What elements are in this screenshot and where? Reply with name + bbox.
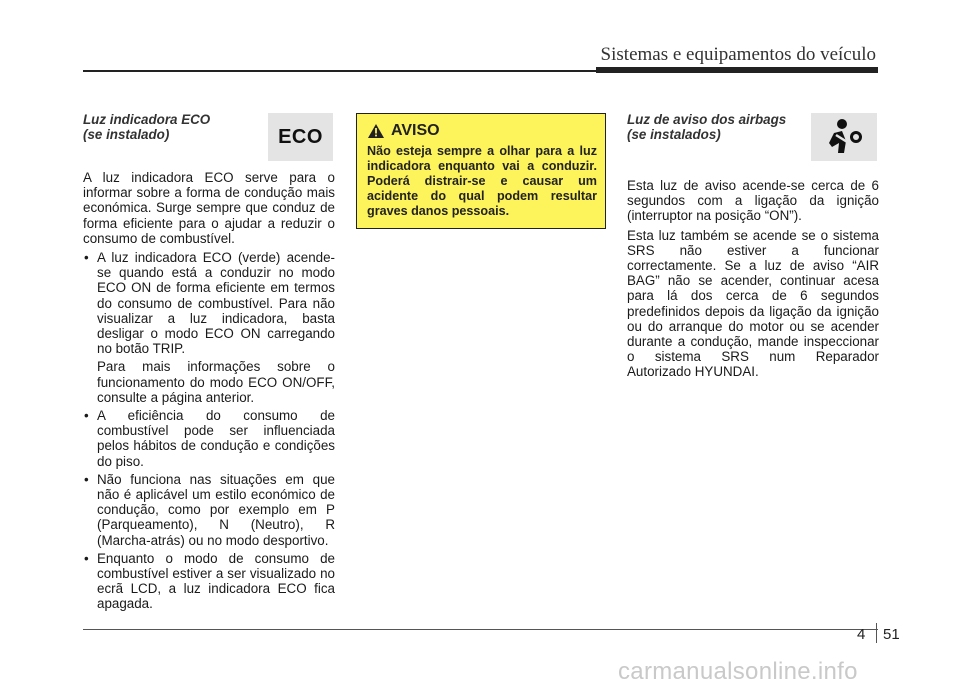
bullet-icon: • (84, 250, 89, 266)
eco-section (83, 112, 335, 615)
warning-title: AVISO (391, 122, 440, 139)
warning-triangle-icon (367, 123, 385, 139)
chapter-number: 4 (857, 626, 866, 643)
list-item: • A eficiência do consumo de combustível pode ser influenciada pelos hábitos de condução e condições do piso. (84, 408, 335, 469)
footer-page-separator (876, 623, 877, 643)
eco-indicator-badge (268, 113, 333, 161)
eco-badge-label: ECO (278, 125, 323, 148)
header-divider (83, 70, 603, 72)
eco-intro-paragraph: A luz indicadora ECO serve para o informar sobre a forma de condução mais económica. Surge sempre que conduz de forma eficiente para o ajudar a reduzir o consumo de combustível. (83, 170, 335, 246)
warning-box (356, 113, 606, 229)
eco-section-heading: Luz indicadora ECO (se instalado) (83, 112, 211, 142)
airbag-indicator-badge (811, 113, 877, 161)
airbag-passenger-icon (822, 117, 866, 157)
eco-sub-paragraph: Para mais informações sobre o funcionamento do modo ECO ON/OFF, consulte a página anterior. (97, 359, 335, 405)
watermark: carmanualsonline.info (618, 658, 858, 685)
list-item: • Não funciona nas situações em que não é aplicável um estilo económico de condução, como por exemplo em P (Parqueamento), N (Neutro), R (Marcha-atrás) ou no modo desportivo. (84, 471, 335, 548)
bullet-icon: • (84, 408, 89, 424)
page-header-title: Sistemas e equipamentos do veículo (600, 44, 876, 65)
airbag-paragraph-2: Esta luz também se acende se o sistema SRS não estiver a funcionar correctamente. Se a luz de aviso “AIR BAG” não se acender, continuar acesa para lá dos cerca de 6 segundos predefinidos depois da ligação da ignição ou do arranque do motor ou se acender durante a condução, mande inspeccionar o sistema SRS num Reparador Autorizado HYUNDAI. (627, 227, 879, 380)
list-item: • A luz indicadora ECO (verde) acende-se quando está a conduzir no modo ECO ON de forma eficiente em termos do consumo de combustível. Para não visualizar a luz indicadora, basta desligar o modo ECO ON carregando no botão TRIP. (84, 250, 335, 357)
list-item: • Enquanto o modo de consumo de combustível estiver a ser visualizado no ecrã LCD, a luz indicadora ECO fica apagada. (84, 550, 335, 612)
airbag-section-heading: Luz de aviso dos airbags (se instalados) (627, 112, 787, 142)
page-number: 51 (883, 626, 900, 643)
header-divider-bold (596, 67, 878, 73)
footer-divider (83, 629, 878, 630)
eco-bullet-list (83, 250, 335, 356)
bullet-icon: • (84, 471, 89, 487)
airbag-paragraph-1: Esta luz de aviso acende-se cerca de 6 segundos com a ligação da ignição (interruptor na posição “ON”). (627, 178, 879, 224)
bullet-icon: • (84, 550, 89, 566)
warning-text: Não esteja sempre a olhar para a luz indicadora enquanto vai a conduzir. Poderá distrair-se e causar um acidente do qual podem resultar graves danos pessoais. (367, 144, 597, 218)
